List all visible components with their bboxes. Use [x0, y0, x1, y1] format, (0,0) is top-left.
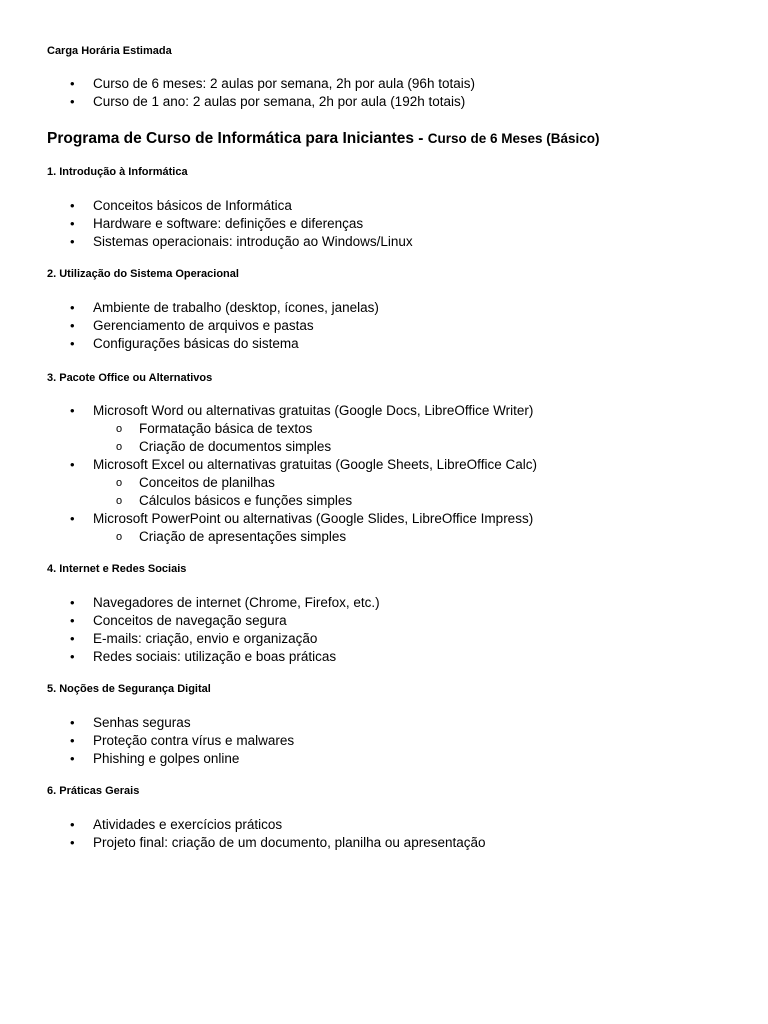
bullet-icon: • [70, 733, 75, 748]
bullet-icon: • [70, 835, 75, 850]
list-item: • Redes sociais: utilização e boas práticas [70, 649, 337, 664]
list-item: • Curso de 6 meses: 2 aulas por semana, 2h por aula (96h totais) [70, 76, 475, 91]
bullet-icon: • [70, 318, 75, 333]
section-heading: 1. Introdução à Informática [47, 166, 188, 178]
bullet-icon: • [70, 631, 75, 646]
list-item: • Gerenciamento de arquivos e pastas [70, 318, 314, 333]
sub-bullet-icon: o [116, 495, 123, 507]
sub-list-item: o Formatação básica de textos [116, 421, 313, 436]
list-item: • Phishing e golpes online [70, 751, 240, 766]
list-item: • Sistemas operacionais: introdução ao Windows/Linux [70, 234, 413, 249]
bullet-icon: • [70, 94, 75, 109]
list-item: • Hardware e software: definições e diferenças [70, 216, 364, 231]
list-item: • Microsoft Excel ou alternativas gratuitas (Google Sheets, LibreOffice Calc) [70, 457, 537, 472]
sub-list-item: o Cálculos básicos e funções simples [116, 493, 353, 508]
bullet-icon: • [70, 403, 75, 418]
bullet-icon: • [70, 76, 75, 91]
list-item: • E-mails: criação, envio e organização [70, 631, 318, 646]
section-heading: 5. Noções de Segurança Digital [47, 683, 211, 695]
section-heading: 2. Utilização do Sistema Operacional [47, 268, 239, 280]
bullet-icon: • [70, 649, 75, 664]
program-title: Programa de Curso de Informática para Iniciantes - Curso de 6 Meses (Básico) [47, 130, 600, 147]
list-item: • Microsoft Word ou alternativas gratuitas (Google Docs, LibreOffice Writer) [70, 403, 534, 418]
list-item: • Curso de 1 ano: 2 aulas por semana, 2h por aula (192h totais) [70, 94, 466, 109]
bullet-icon: • [70, 595, 75, 610]
list-item: • Senhas seguras [70, 715, 191, 730]
carga-heading: Carga Horária Estimada [47, 45, 172, 57]
sub-list-item: o Criação de documentos simples [116, 439, 332, 454]
list-item: • Conceitos básicos de Informática [70, 198, 292, 213]
section-list [0, 816, 486, 852]
bullet-icon: • [70, 457, 75, 472]
list-item: • Atividades e exercícios práticos [70, 817, 283, 832]
list-item: • Configurações básicas do sistema [70, 336, 299, 351]
bullet-icon: • [70, 817, 75, 832]
sub-list-item: o Criação de apresentações simples [116, 529, 347, 544]
bullet-icon: • [70, 300, 75, 315]
bullet-icon: • [70, 715, 75, 730]
list-item: • Ambiente de trabalho (desktop, ícones, janelas) [70, 300, 379, 315]
list-item: • Navegadores de internet (Chrome, Firefox, etc.) [70, 595, 380, 610]
program-subtitle: Curso de 6 Meses (Básico) [427, 131, 600, 146]
sub-bullet-icon: o [116, 531, 123, 543]
section-list [0, 714, 294, 768]
section-list [0, 402, 537, 546]
list-item: • Microsoft PowerPoint ou alternativas (Google Slides, LibreOffice Impress) [70, 511, 534, 526]
bullet-icon: • [70, 216, 75, 231]
list-item: • Projeto final: criação de um documento, planilha ou apresentação [70, 835, 486, 850]
sub-list-item: o Conceitos de planilhas [116, 475, 275, 490]
bullet-icon: • [70, 613, 75, 628]
section-heading: 6. Práticas Gerais [47, 785, 140, 797]
section-list [0, 299, 379, 353]
bullet-icon: • [70, 751, 75, 766]
section-heading: 3. Pacote Office ou Alternativos [47, 372, 213, 384]
section-list [0, 197, 413, 251]
sub-bullet-icon: o [116, 441, 123, 453]
section-heading: 4. Internet e Redes Sociais [47, 563, 187, 575]
list-item: • Proteção contra vírus e malwares [70, 733, 295, 748]
bullet-icon: • [70, 198, 75, 213]
carga-list [0, 75, 475, 111]
sub-bullet-icon: o [116, 477, 123, 489]
bullet-icon: • [70, 234, 75, 249]
list-item: • Conceitos de navegação segura [70, 613, 287, 628]
sub-bullet-icon: o [116, 423, 123, 435]
bullet-icon: • [70, 336, 75, 351]
section-list [0, 594, 380, 666]
bullet-icon: • [70, 511, 75, 526]
